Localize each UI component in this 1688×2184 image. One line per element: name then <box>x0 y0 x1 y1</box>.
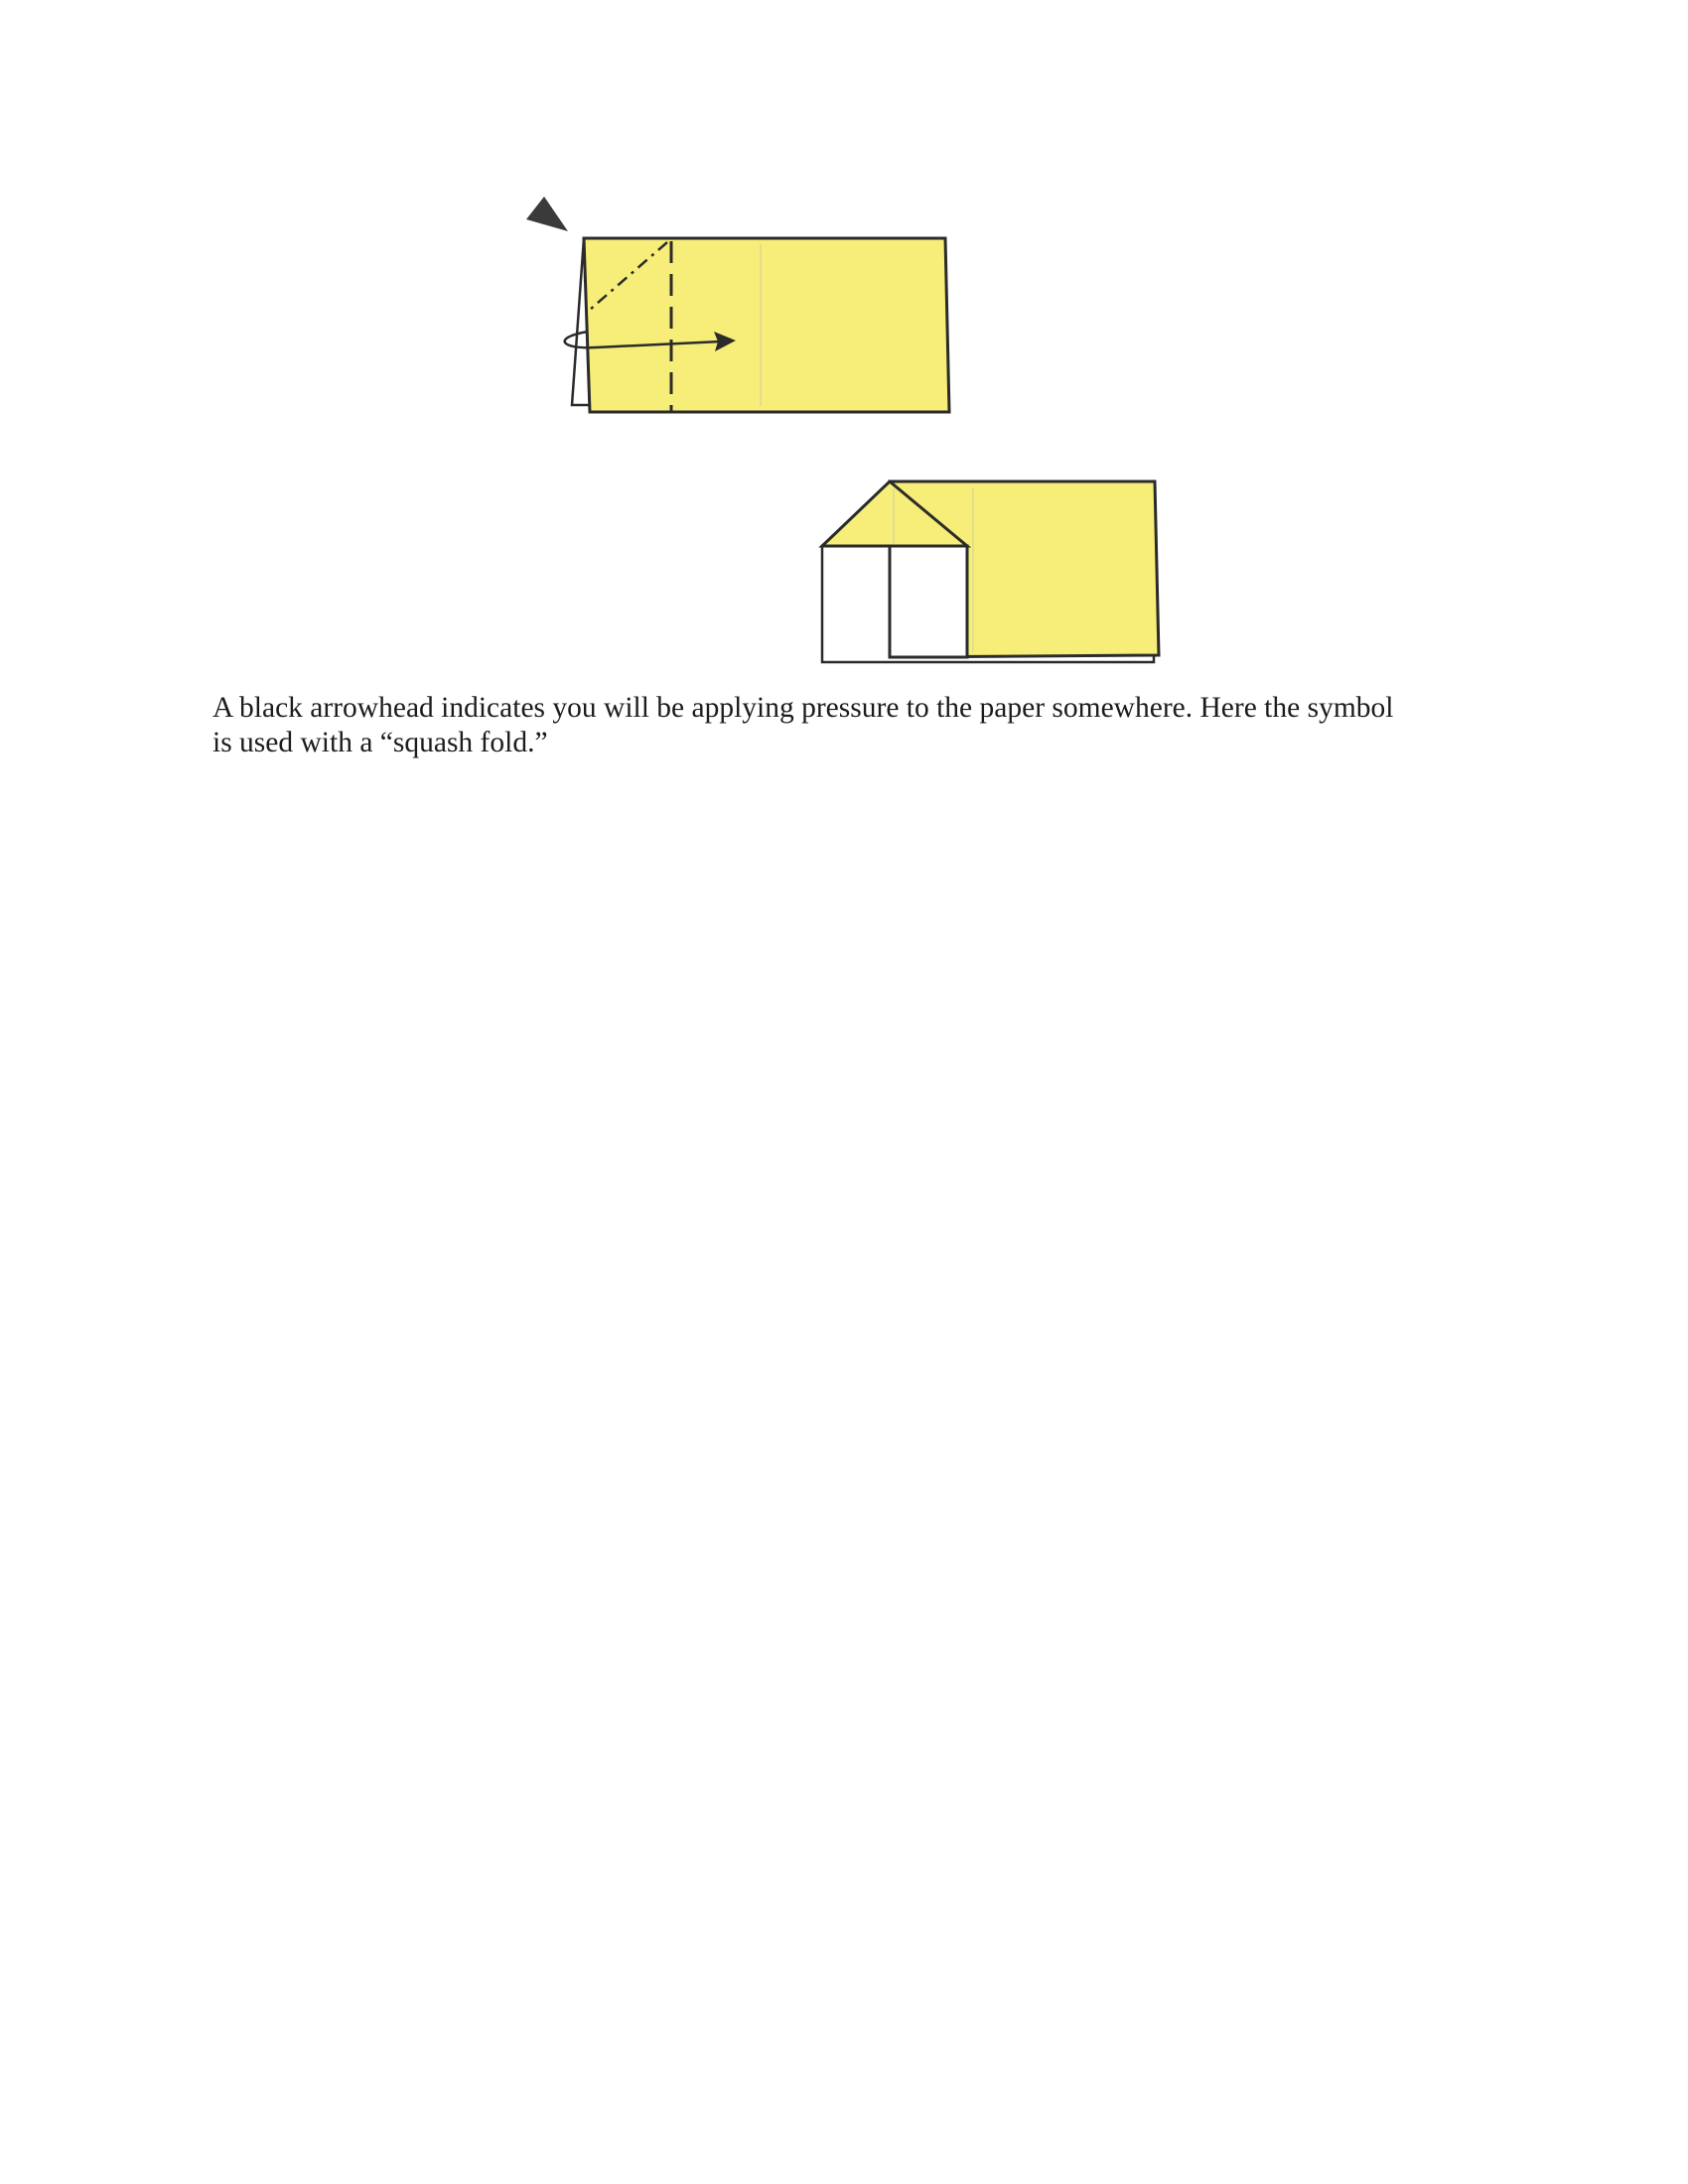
squash-fold-diagram <box>0 0 1688 695</box>
caption-text <box>212 691 1493 760</box>
step-before-squash <box>526 197 949 412</box>
front-paper-rect <box>584 238 949 412</box>
black-arrowhead-icon <box>526 197 568 231</box>
white-square <box>890 546 967 657</box>
step-after-squash <box>822 481 1159 662</box>
caption-line-2: is used with a “squash fold.” <box>212 727 548 758</box>
caption-line-1: A black arrowhead indicates you will be applying pressure to the paper somewhere. Here the symbol <box>212 692 1394 724</box>
